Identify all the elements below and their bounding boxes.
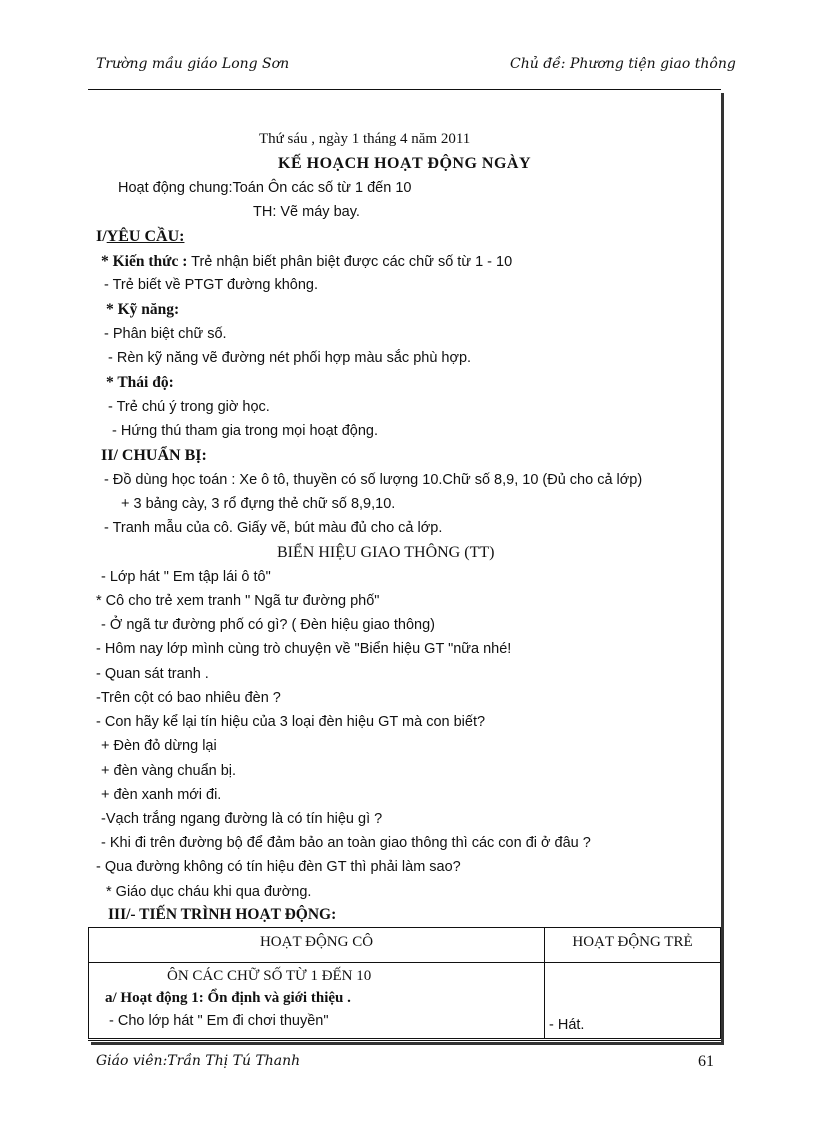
traffic-line: -Trên cột có bao nhiêu đèn ? — [96, 690, 281, 706]
traffic-line: -Vạch trắng ngang đường là có tín hiệu gì ? — [101, 811, 383, 827]
header-rule — [88, 89, 721, 90]
knowledge-line-2: - Trẻ biết về PTGT đường không. — [104, 277, 318, 293]
prep-line-1: - Đồ dùng học toán : Xe ô tô, thuyền có số lượng 10.Chữ số 8,9, 10 (Đủ cho cả lớp) — [104, 472, 643, 488]
section1-title: YÊU CẦU: — [106, 228, 185, 245]
traffic-line: - Ở ngã tư đường phố có gì? ( Đèn hiệu giao thông) — [101, 617, 435, 633]
traffic-line: - Quan sát tranh . — [96, 666, 209, 682]
knowledge-text: Trẻ nhận biết phân biệt được các chữ số từ 1 - 10 — [187, 254, 513, 270]
date-line: Thứ sáu , ngày 1 tháng 4 năm 2011 — [259, 131, 471, 147]
activity-table — [88, 927, 721, 1039]
traffic-title: BIỂN HIỆU GIAO THÔNG (TT) — [277, 544, 495, 561]
section1-heading — [96, 228, 184, 246]
traffic-line: - Con hãy kể lại tín hiệu của 3 loại đèn hiệu GT mà con biết? — [96, 714, 486, 730]
traffic-line: - Khi đi trên đường bộ để đảm bảo an toàn giao thông thì các con đi ở đâu ? — [101, 835, 591, 851]
school-name: Trường mầu giáo Long Sơn — [96, 56, 290, 72]
page-shadow-right — [721, 93, 724, 1043]
activity-1-heading: a/ Hoạt động 1: Ổn định và giới thiệu . — [105, 990, 351, 1006]
teacher-name: Giáo viên:Trần Thị Tú Thanh — [96, 1053, 301, 1069]
section2-heading: II/ CHUẨN BỊ: — [101, 447, 207, 464]
knowledge-label: * Kiến thức : — [101, 253, 188, 270]
child-activity-cell — [545, 963, 721, 1039]
table-row-title: ÔN CÁC CHỮ SỐ TỪ 1 ĐẾN 10 — [167, 968, 372, 984]
activity-line-1: Hoạt động chung:Toán Ôn các số từ 1 đến 10 — [118, 180, 412, 196]
prep-line-2: + 3 bảng cày, 3 rổ đựng thẻ chữ số 8,9,10. — [121, 496, 396, 512]
attitude-line-2: - Hứng thú tham gia trong mọi hoạt động. — [112, 423, 379, 439]
traffic-line: - Lớp hát " Em tập lái ô tô" — [101, 569, 271, 585]
prep-line-3: - Tranh mẫu của cô. Giấy vẽ, bút màu đủ cho cả lớp. — [104, 520, 443, 536]
child-step-1: - Hát. — [549, 1017, 585, 1033]
skills-line-1: - Phân biệt chữ số. — [104, 326, 227, 342]
section1-number: I/ — [96, 228, 107, 245]
child-column-header: HOẠT ĐỘNG TRẺ — [545, 928, 721, 963]
traffic-line: + đèn vàng chuẩn bị. — [101, 763, 237, 779]
traffic-line: * Cô cho trẻ xem tranh " Ngã tư đường phố" — [96, 593, 380, 609]
traffic-line: + Đèn đỏ dừng lại — [101, 738, 217, 754]
page-number: 61 — [698, 1053, 714, 1070]
skills-line-2: - Rèn kỹ năng vẽ đường nét phối hợp màu sắc phù hợp. — [108, 350, 472, 366]
traffic-line: - Qua đường không có tín hiệu đèn GT thì phải làm sao? — [96, 859, 461, 875]
activity-line-2: TH: Vẽ máy bay. — [253, 204, 360, 220]
footer-rule — [88, 1040, 721, 1041]
traffic-line: * Giáo dục cháu khi qua đường. — [106, 884, 312, 900]
attitude-line-1: - Trẻ chú ý trong giờ học. — [108, 399, 270, 415]
section3-heading: III/- TIẾN TRÌNH HOẠT ĐỘNG: — [108, 906, 337, 923]
knowledge-line — [101, 253, 512, 271]
teacher-step-1: - Cho lớp hát " Em đi chơi thuyền" — [109, 1013, 329, 1029]
traffic-line: + đèn xanh mới đi. — [101, 787, 222, 803]
traffic-line: - Hôm nay lớp mình cùng trò chuyện về "Biển hiệu GT "nữa nhé! — [96, 641, 512, 657]
footer-shadow — [91, 1042, 724, 1045]
teacher-activity-cell — [89, 963, 545, 1039]
topic-name: Chủ đề: Phương tiện giao thông — [510, 56, 736, 72]
page-title: KẾ HOẠCH HOẠT ĐỘNG NGÀY — [278, 155, 531, 172]
teacher-column-header: HOẠT ĐỘNG CÔ — [89, 928, 545, 963]
skills-label: * Kỹ năng: — [106, 301, 180, 318]
attitude-label: * Thái độ: — [106, 374, 174, 391]
